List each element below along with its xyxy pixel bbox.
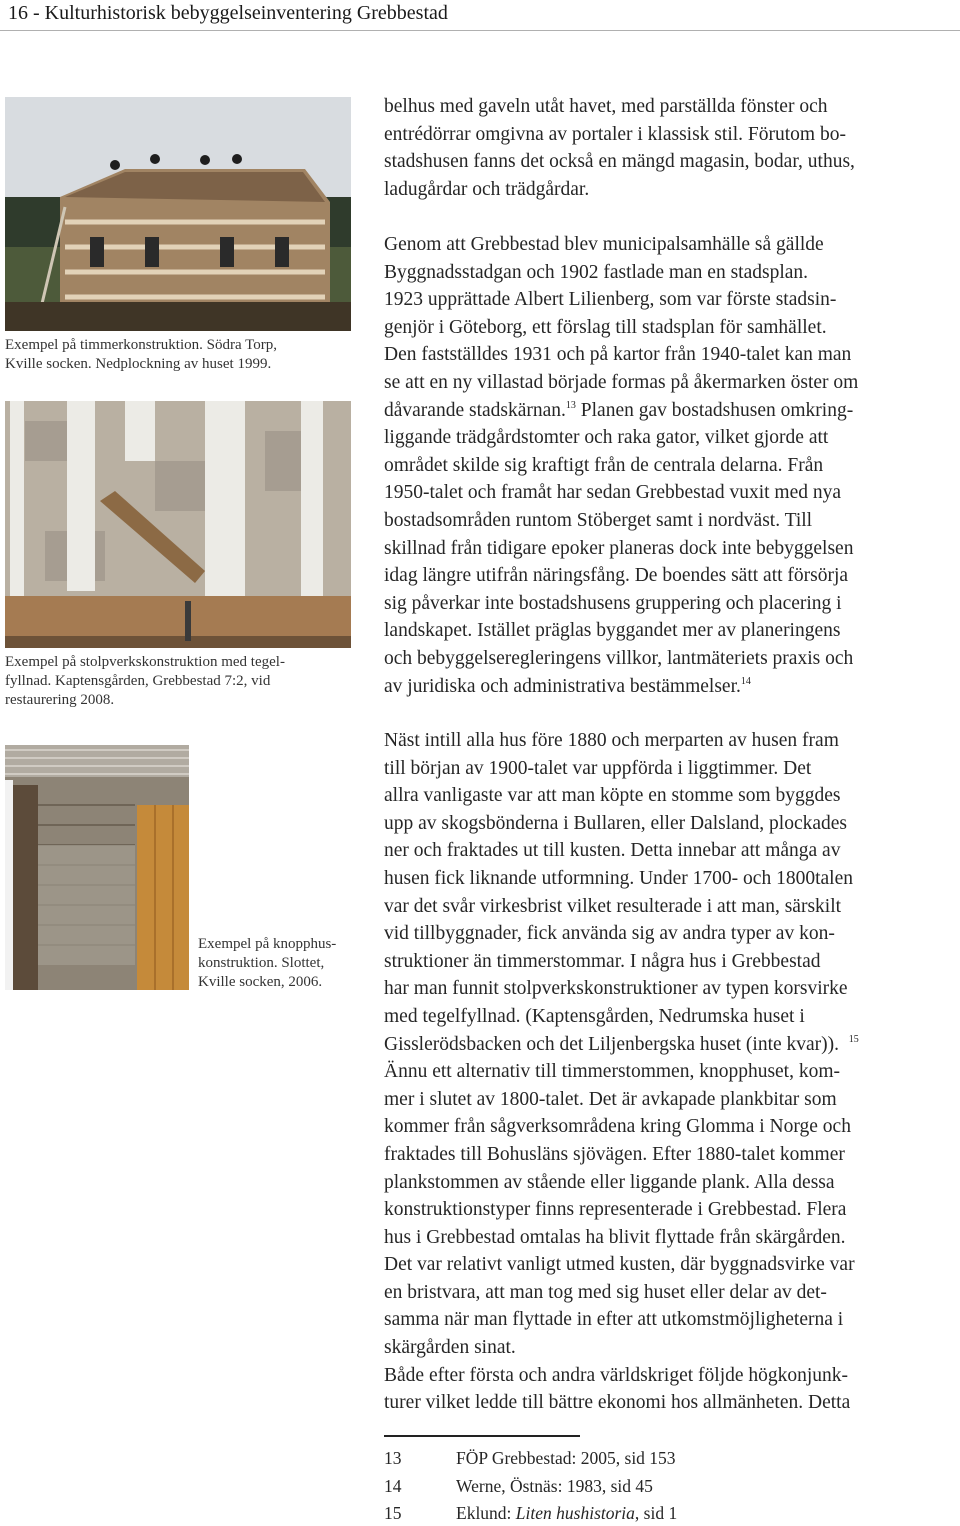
text-line: stadshusen fanns det också en mängd magasin, bodar, uthus, [384,151,855,173]
footnote-text: Eklund: [456,1503,516,1523]
figure-caption-1 [5,336,277,374]
footnote-14 [384,1476,653,1496]
text-line: idag längre utifrån näringsfång. De boendes sätt att försörja [384,565,849,587]
caption-line: fyllnad. Kaptensgården, Grebbestad 7:2, vid [5,673,271,689]
footnote-13 [384,1448,676,1468]
text-line: se att en ny villastad började formas på åkermarken öster om [384,371,859,393]
caption-line: Kville socken. Nedplockning av huset 1999. [5,356,272,372]
text-line: 1950-talet och framåt har sedan Grebbestad vuxit med nya [384,482,842,504]
text-fragment: dåvarande stadskärnan. [384,399,566,421]
text-line: konstruktionstyper finns representerade i Grebbestad. Flera [384,1199,847,1221]
caption-line: Kville socken, 2006. [198,974,323,990]
figure-caption-3 [198,935,336,992]
text-line: skärgården sinat. [384,1337,516,1359]
body-paragraph-1 [384,93,958,203]
text-line: Både efter första och andra världskriget följde högkonjunk- [384,1364,849,1386]
text-line: allra vanligaste var att man köpte en stomme som byggdes [384,785,841,807]
text-line: Ännu ett alternativ till timmerstommen, knopphuset, kom- [384,1061,841,1083]
text-line: Näst intill alla hus före 1880 och merparten av husen fram [384,730,839,751]
text-line: turer vilket ledde till bättre ekonomi hos allmänheten. Detta [384,1392,851,1414]
text-line: en bristvara, att man tog med sig huset eller delar av det- [384,1281,827,1303]
footnote-15 [384,1503,677,1523]
text-line: sig påverkar inte bostadshusens gruppering och placering i [384,592,842,614]
text-line: Den fastställdes 1931 och på kartor från 1940-talet kan man [384,344,852,366]
caption-line: Exempel på stolpverkskonstruktion med tegel- [5,654,285,670]
text-line [384,673,958,701]
text-fragment: Gisslerödsbacken och det Liljenbergska huset (inte kvar)). [384,1033,840,1055]
text-line: har man funnit stolpverkskonstruktioner av typen korsvirke [384,978,848,1000]
text-line: husen fick liknande utformning. Under 1700- och 1800talen [384,867,853,889]
text-line: kommer från sågverksområdena kring Glomma i Norge och [384,1116,851,1138]
text-line: var det svår virkesbrist vilket resulterade i att man, särskilt [384,895,842,917]
caption-line: restaurering 2008. [5,692,115,708]
photo-knopphus-construction [5,745,189,990]
page-header: 16 - Kulturhistorisk bebyggelseinventering Grebbestad [8,2,448,24]
body-paragraph-2 [384,231,958,700]
footnote-title: Liten hushistoria [515,1503,635,1523]
text-line: entrédörrar omgivna av portaler i klassisk stil. Förutom bo- [384,123,846,145]
footnote-rule [384,1435,580,1437]
text-line: samma när man flyttade in efter att utkomstmöjligheterna i [384,1309,844,1331]
footnote-text: FÖP Grebbestad: 2005, sid 153 [456,1448,676,1468]
text-line: upp av skogsbönderna i Bullaren, eller Dalsland, plockades [384,812,848,834]
text-line: hus i Grebbestad omtalas ha blivit flyttade från skärgården. [384,1226,846,1248]
text-line: struktioner än timmerstommar. I några hus i Grebbestad [384,950,821,972]
text-line: bostadsområden runtom Stöberget samt i nordväst. Till [384,509,813,531]
footnote-ref-15[interactable]: 15 [848,1033,859,1045]
text-fragment: av juridiska och administrativa bestämmelser. [384,675,741,697]
text-line: mer i slutet av 1800-talet. Det är avkapade plankbitar som [384,1088,837,1110]
text-line: vid tillbyggnader, fick använda sig av andra typer av kon- [384,923,835,945]
text-line: liggande trädgårdstomter och raka gator, vilket gjorde att [384,427,829,449]
text-line: 1923 upprättade Albert Lilienberg, som var förste stadsin- [384,289,837,311]
text-line: fraktades till Bohusläns sjövägen. Efter 1880-talet kommer [384,1143,845,1165]
text-fragment: Planen gav bostadshusen omkring- [575,399,854,421]
figure-caption-2 [5,653,285,710]
caption-line: Exempel på knopphus- [198,936,337,952]
text-line: skillnad från tidigare epoker planeras dock inte bebyggelsen [384,537,854,559]
caption-line: konstruktion. Slottet, [198,955,325,971]
caption-line: Exempel på timmerkonstruktion. Södra Torp, [5,337,277,353]
text-line: området skilde sig kraftigt från de centrala delarna. Från [384,454,824,476]
footnote-text-after: , sid 1 [634,1503,678,1523]
text-line: plankstommen av stående eller liggande plank. Alla dessa [384,1171,835,1193]
text-line: Genom att Grebbestad blev municipalsamhälle så gällde [384,234,824,255]
text-line: genjör i Göteborg, ett förslag till stadsplan för samhället. [384,316,827,338]
text-line: Byggnadsstadgan och 1902 fastlade man en stadsplan. [384,261,809,283]
footnote-ref-14[interactable]: 14 [740,675,751,687]
text-line: och bebyggelseregleringens villkor, lantmäteriets praxis och [384,647,854,669]
text-line [384,1031,958,1059]
photo-timber-construction [5,97,351,331]
footnote-number: 15 [384,1503,402,1523]
footnote-ref-13[interactable]: 13 [565,399,576,411]
header-rule [0,30,960,31]
text-line: till början av 1900-talet var uppförda i liggtimmer. Det [384,757,812,779]
text-line [384,397,958,425]
footnote-number: 13 [384,1448,402,1468]
text-line: belhus med gaveln utåt havet, med parställda fönster och [384,96,828,117]
text-line: med tegelfyllnad. (Kaptensgården, Nedrumska huset i [384,1005,805,1027]
photo-post-construction [5,401,351,648]
footnote-number: 14 [384,1476,402,1496]
text-line: landskapet. Istället präglas byggandet mer av planeringens [384,620,841,642]
body-paragraph-3 [384,727,958,1417]
text-line: ladugårdar och trädgårdar. [384,178,590,200]
text-line: ner och fraktades ut till kusten. Detta innebar att många av [384,840,841,862]
text-line: Det var relativt vanligt utmed kusten, där byggnadsvirke var [384,1254,855,1276]
footnote-text: Werne, Östnäs: 1983, sid 45 [456,1476,653,1496]
